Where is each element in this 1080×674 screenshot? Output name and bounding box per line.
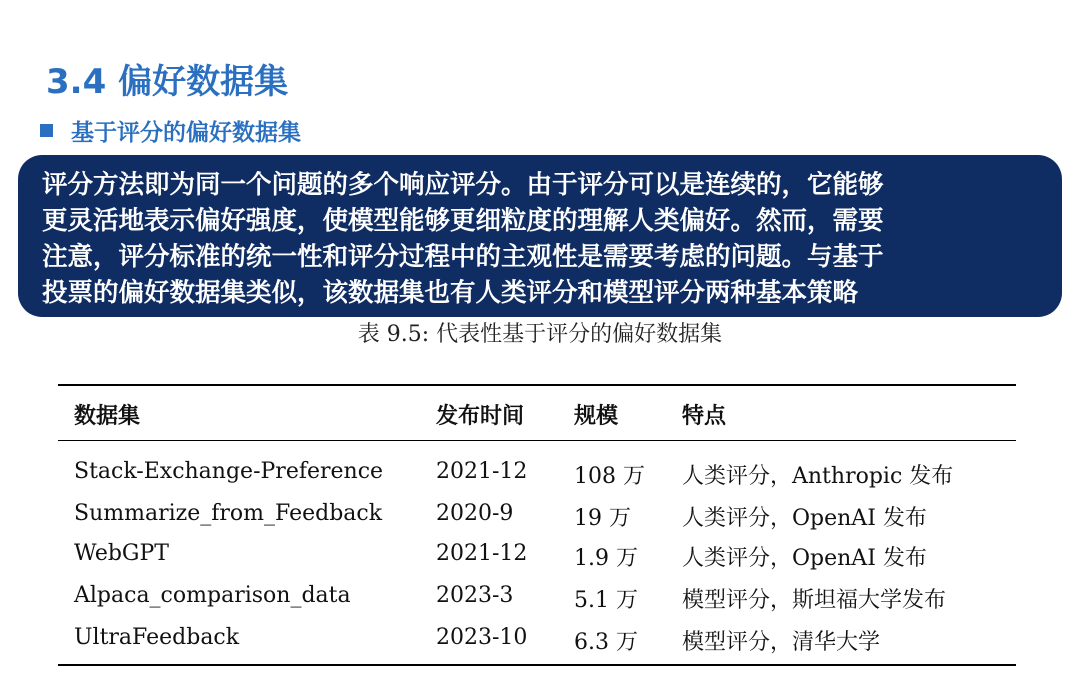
callout-line: 更灵活地表示偏好强度，使模型能够更细粒度的理解人类偏好。然而，需要 [42, 206, 884, 236]
cell-scale: 1.9 万 [574, 546, 638, 571]
header-release-time: 发布时间 [436, 403, 525, 429]
square-bullet-icon [40, 124, 53, 137]
cell-release-time: 2020-9 [436, 501, 514, 526]
table-row [58, 576, 1016, 618]
cell-features: 模型评分，清华大学 [682, 630, 881, 655]
table-row [58, 534, 1016, 576]
table-caption: 表 9.5: 代表性基于评分的偏好数据集 [357, 322, 723, 347]
table-bottom-rule [58, 664, 1016, 666]
cell-dataset: WebGPT [74, 541, 169, 566]
table-row [58, 618, 1016, 660]
cell-dataset: Stack-Exchange-Preference [74, 459, 384, 484]
callout-line: 评分方法即为同一个问题的多个响应评分。由于评分可以是连续的，它能够 [42, 170, 884, 200]
cell-features: 人类评分，OpenAI 发布 [682, 546, 927, 571]
cell-features: 模型评分，斯坦福大学发布 [682, 588, 947, 613]
cell-dataset: Summarize_from_Feedback [74, 501, 383, 526]
cell-release-time: 2021-12 [436, 541, 528, 566]
cell-release-time: 2023-10 [436, 625, 528, 650]
section-title: 3.4 偏好数据集 [46, 62, 289, 102]
cell-scale: 5.1 万 [574, 588, 638, 613]
cell-scale: 19 万 [574, 506, 631, 531]
cell-dataset: UltraFeedback [74, 625, 240, 650]
header-dataset: 数据集 [74, 403, 141, 429]
cell-release-time: 2021-12 [436, 459, 528, 484]
section-subtitle: 基于评分的偏好数据集 [71, 119, 301, 146]
table-header-rule [58, 440, 1016, 441]
subtitle-row [40, 114, 301, 146]
table-row [58, 452, 1016, 494]
header-features: 特点 [682, 403, 727, 429]
callout-box [18, 155, 1062, 317]
callout-line: 注意，评分标准的统一性和评分过程中的主观性是需要考虑的问题。与基于 [42, 242, 884, 272]
callout-line: 投票的偏好数据集类似，该数据集也有人类评分和模型评分两种基本策略 [42, 278, 859, 308]
table-row [58, 494, 1016, 536]
cell-scale: 6.3 万 [574, 630, 638, 655]
cell-features: 人类评分，OpenAI 发布 [682, 506, 927, 531]
cell-release-time: 2023-3 [436, 583, 514, 608]
cell-dataset: Alpaca_comparison_data [74, 583, 351, 608]
header-scale: 规模 [574, 403, 619, 429]
cell-features: 人类评分，Anthropic 发布 [682, 464, 954, 489]
cell-scale: 108 万 [574, 464, 645, 489]
table-header-row [58, 386, 1016, 440]
